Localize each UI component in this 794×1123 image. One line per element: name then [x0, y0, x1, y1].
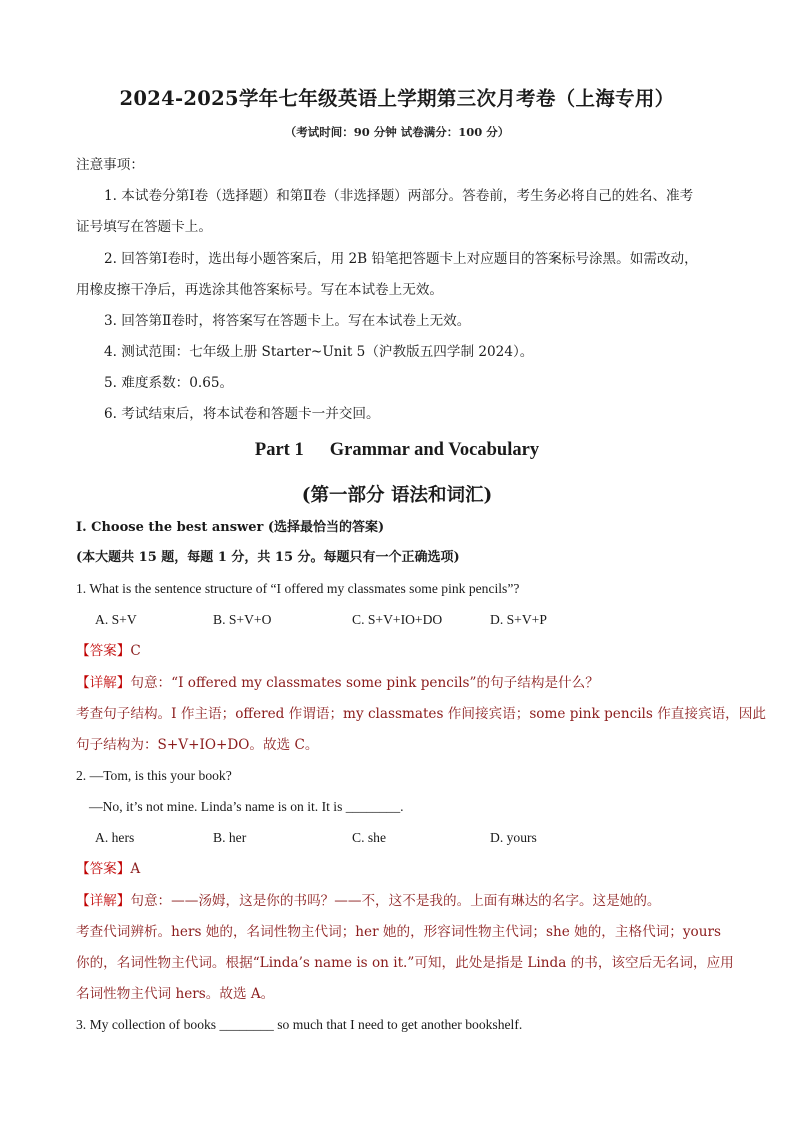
- part-1-label: Part 1: [254, 440, 304, 460]
- detail-text: 句意：——汤姆，这是你的书吗？——不，这不是我的。上面有琳达的名字。这是她的。: [130, 893, 661, 909]
- exam-subtitle: （考试时间：90 分钟 试卷满分：100 分）: [284, 125, 510, 139]
- notes-heading: 注意事项：: [76, 157, 144, 173]
- question-2-detail-line-1: [76, 892, 661, 910]
- answer-value: C: [130, 643, 141, 659]
- part-1-title-cn: (第一部分 语法和词汇): [301, 485, 493, 506]
- answer-tag: 【答案】: [76, 643, 131, 659]
- question-1-option-a: A. S+V: [95, 612, 137, 627]
- section-1-instruction: (本大题共 15 题，每题 1 分，共 15 分。每题只有一个正确选项): [76, 550, 460, 565]
- question-2-option-a: A. hers: [95, 830, 135, 845]
- question-2-option-b: B. her: [213, 830, 247, 845]
- note-1-line-1: 1. 本试卷分第Ⅰ卷（选择题）和第Ⅱ卷（非选择题）两部分。答卷前，考生务必将自己的姓名、准考: [104, 188, 694, 204]
- exam-title: 2024-2025学年七年级英语上学期第三次月考卷（上海专用）: [119, 87, 675, 110]
- question-2-stem-line-1: 2. —Tom, is this your book?: [76, 768, 232, 783]
- question-1-stem: 1. What is the sentence structure of “I offered my classmates some pink pencils”?: [76, 581, 520, 596]
- question-2-detail-line-3: 你的，名词性物主代词。根据“Linda’s name is on it.”可知，此处是指是 Linda 的书，该空后无名词，应用: [76, 955, 734, 971]
- question-2-stem-line-2: —No, it’s not mine. Linda’s name is on it. It is ________.: [89, 799, 404, 814]
- answer-tag: 【答案】: [76, 861, 131, 877]
- question-1-detail-line-2: 考查句子结构。I 作主语；offered 作谓语；my classmates 作间接宾语；some pink pencils 作直接宾语，因此: [76, 706, 766, 722]
- question-1-detail-line-1: [76, 674, 599, 692]
- note-5: 5. 难度系数：0.65。: [104, 375, 234, 391]
- answer-value: A: [130, 861, 141, 877]
- part-1-title: [0, 440, 794, 461]
- detail-text: 句意：“I offered my classmates some pink pencils”的句子结构是什么？: [130, 675, 599, 691]
- part-1-name: Grammar and Vocabulary: [329, 440, 540, 460]
- note-6: 6. 考试结束后，将本试卷和答题卡一并交回。: [104, 406, 380, 422]
- question-2-option-d: D. yours: [490, 830, 537, 845]
- question-2-answer: [76, 860, 140, 878]
- question-3-stem: 3. My collection of books ________ so much that I need to get another bookshelf.: [76, 1017, 523, 1032]
- question-1-detail-line-3: 句子结构为：S+V+IO+DO。故选 C。: [76, 737, 319, 753]
- detail-tag: 【详解】: [76, 893, 131, 909]
- question-1-option-b: B. S+V+O: [213, 612, 272, 627]
- detail-tag: 【详解】: [76, 675, 131, 691]
- section-1-heading: I. Choose the best answer (选择最恰当的答案): [76, 520, 385, 535]
- note-3: 3. 回答第Ⅱ卷时，将答案写在答题卡上。写在本试卷上无效。: [104, 313, 471, 329]
- note-1-line-2: 证号填写在答题卡上。: [76, 219, 212, 235]
- note-2-line-2: 用橡皮擦干净后，再选涂其他答案标号。写在本试卷上无效。: [76, 282, 444, 298]
- note-2-line-1: 2. 回答第Ⅰ卷时，选出每小题答案后，用 2B 铅笔把答题卡上对应题目的答案标号涂黑。如需改动，: [104, 251, 698, 267]
- question-2-detail-line-2: 考查代词辨析。hers 她的，名词性物主代词；her 她的，形容词性物主代词；she 她的，主格代词；yours: [76, 924, 721, 940]
- question-2-detail-line-4: 名词性物主代词 hers。故选 A。: [76, 986, 275, 1002]
- question-2-option-c: C. she: [352, 830, 386, 845]
- note-4: 4. 测试范围：七年级上册 Starter~Unit 5（沪教版五四学制 2024）。: [104, 344, 534, 360]
- question-1-answer: [76, 642, 141, 660]
- question-1-option-c: C. S+V+IO+DO: [352, 612, 443, 627]
- question-1-option-d: D. S+V+P: [490, 612, 547, 627]
